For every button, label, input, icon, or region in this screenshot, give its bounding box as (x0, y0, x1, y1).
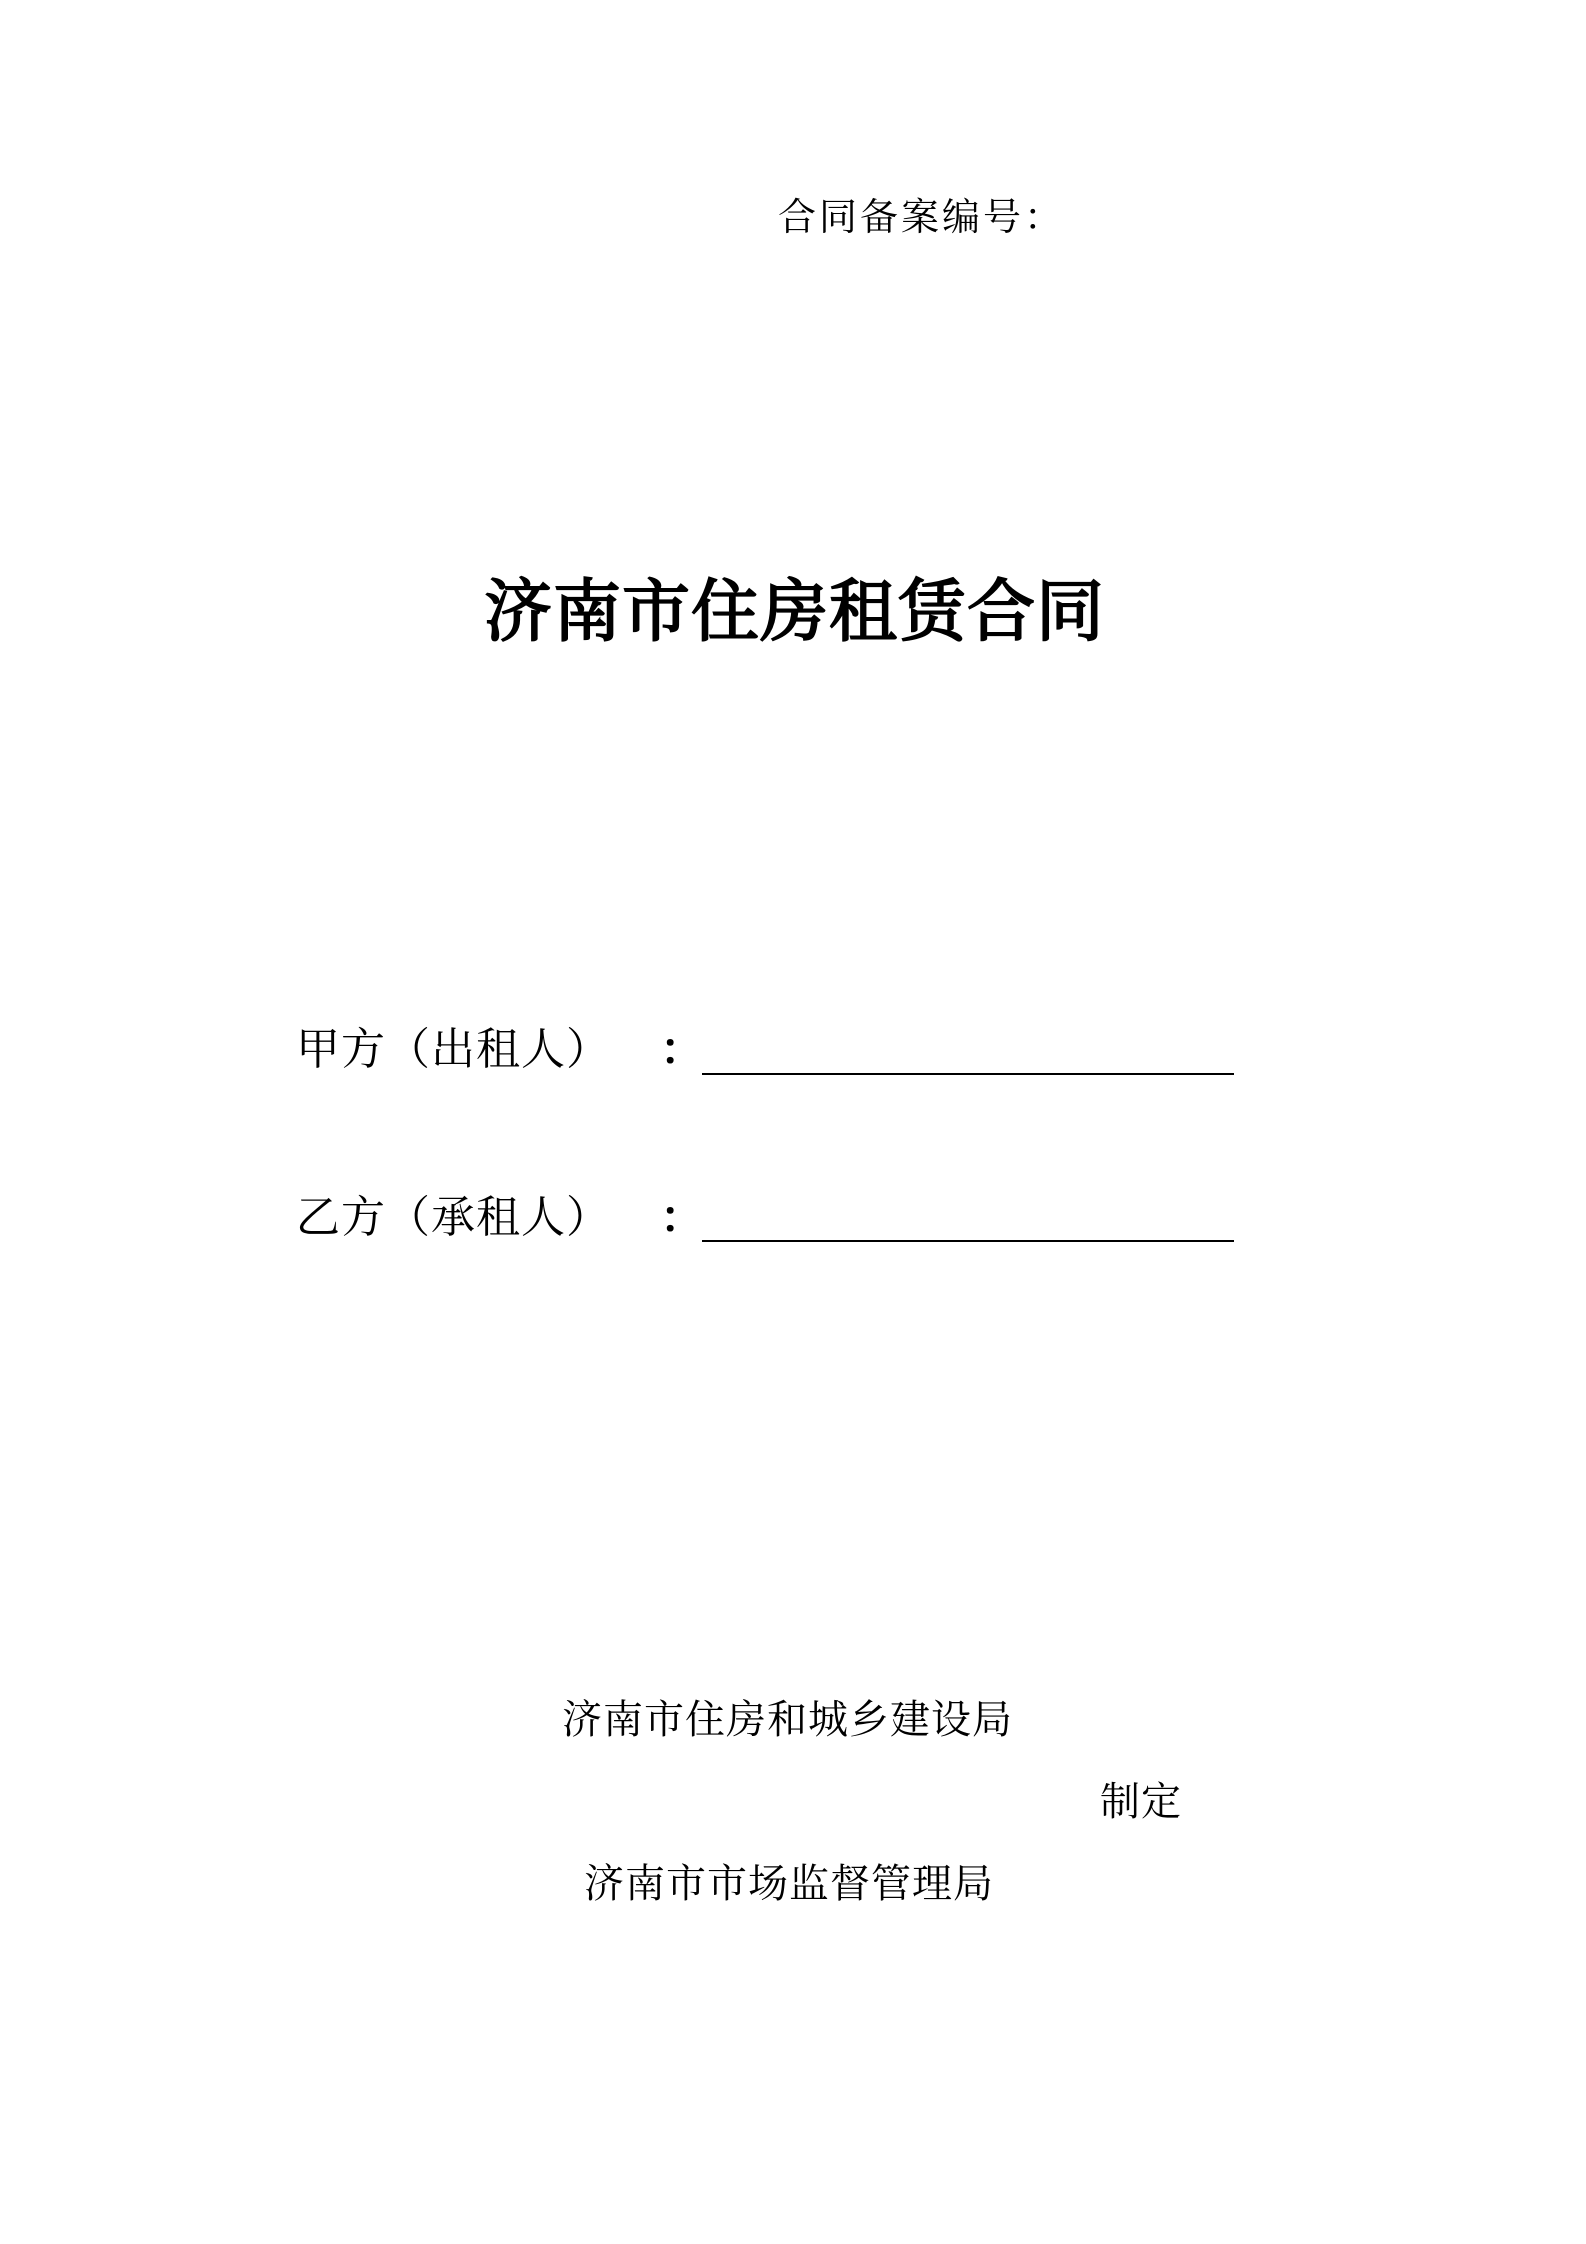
issuer-housing-bureau: 济南市住房和城乡建设局 (562, 1697, 1013, 1743)
party-b-blank-line (702, 1240, 1234, 1242)
document-title: 济南市住房租赁合同 (484, 572, 1106, 652)
party-b-label: 乙方（承租人） (296, 1192, 611, 1243)
party-b-colon: ： (660, 1192, 704, 1243)
filing-number-label: 合同备案编号： (778, 195, 1066, 239)
issuer-market-regulation-bureau: 济南市市场监督管理局 (584, 1861, 994, 1907)
party-a-blank-line (702, 1073, 1234, 1075)
issued-label: 制定 (1100, 1779, 1182, 1825)
party-a-colon: ： (660, 1024, 704, 1075)
party-a-label: 甲方（出租人） (296, 1024, 611, 1075)
